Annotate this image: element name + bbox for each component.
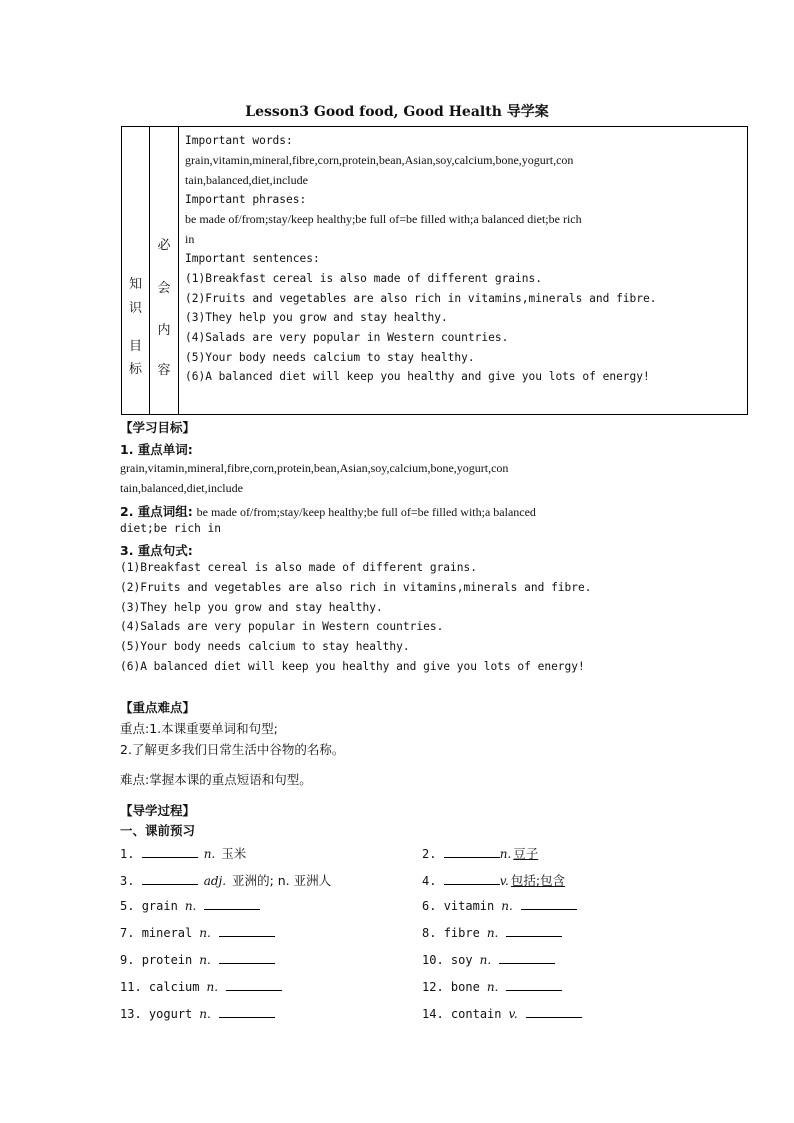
answer-blank[interactable] — [506, 925, 562, 937]
answer-blank[interactable] — [219, 925, 275, 937]
word-meaning: 玉米 — [221, 846, 247, 861]
answer-blank[interactable] — [499, 952, 555, 964]
exercise-number: 13. — [120, 1007, 142, 1021]
part-of-speech: n. — [199, 953, 211, 967]
content-line: (4)Salads are very popular in Western countries. — [185, 331, 509, 344]
content-line: (3)They help you grow and stay healthy. — [185, 311, 448, 324]
page-title: Lesson3 Good food, Good Health 导学案 — [245, 104, 549, 120]
objectives-sentences-label: 3. 重点句式: — [120, 543, 193, 558]
content-line: Important sentences: — [185, 252, 320, 265]
knowledge-goals-label — [122, 127, 150, 414]
exercise-number: 14. — [422, 1007, 444, 1021]
difficulty-line: 难点:掌握本课的重点短语和句型。 — [120, 772, 312, 787]
vocabulary-word: yogurt — [148, 1007, 193, 1021]
exercise-item — [120, 871, 331, 889]
exercise-item — [120, 898, 260, 913]
content-line: (1)Breakfast cereal is also made of different grains. — [185, 272, 542, 285]
word-meaning: 包括;包含 — [510, 873, 566, 888]
content-line: (2)Fruits and vegetables are also rich in vitamins,minerals and fibre. — [185, 292, 657, 305]
exercise-number: 12. — [422, 980, 444, 994]
part-of-speech: n. — [486, 980, 499, 994]
label-char: 容 — [157, 363, 171, 378]
content-line: (6)A balanced diet will keep you healthy and give you lots of energy! — [185, 370, 650, 383]
content-line: Important phrases: — [185, 193, 307, 206]
exercise-item — [422, 844, 538, 862]
answer-blank[interactable] — [506, 979, 562, 991]
exercise-item — [422, 925, 562, 940]
vocabulary-word: contain — [450, 1007, 502, 1021]
content-line: (5)Your body needs calcium to stay healthy. — [185, 351, 475, 364]
part-of-speech: v. — [499, 874, 509, 888]
part-of-speech: adj. — [203, 874, 227, 888]
objectives-words-line: tain,balanced,diet,include — [120, 481, 243, 495]
vocabulary-word: grain — [141, 899, 178, 913]
label-char: 识 — [128, 301, 142, 316]
answer-blank[interactable] — [526, 1006, 582, 1018]
content-line: be made of/from;stay/keep healthy;be full of=be filled with;a balanced diet;be rich — [185, 212, 582, 226]
label-char: 标 — [128, 362, 142, 377]
vocabulary-word: bone — [450, 980, 480, 994]
part-of-speech: n. — [199, 926, 211, 940]
label-char: 目 — [128, 339, 142, 354]
process-heading: 【导学过程】 — [120, 803, 196, 818]
vocabulary-word: soy — [450, 953, 473, 967]
exercise-item — [120, 925, 275, 940]
content-line: in — [185, 232, 195, 246]
key-points-line: 重点:1.本课重要单词和句型; — [120, 721, 278, 736]
label-char: 知 — [128, 277, 142, 292]
answer-blank[interactable] — [204, 898, 260, 910]
answer-blank[interactable] — [444, 873, 500, 885]
exercise-item — [422, 871, 565, 889]
exercise-item — [422, 952, 555, 967]
vocabulary-word: mineral — [141, 926, 193, 940]
exercise-item — [120, 844, 246, 862]
exercise-number: 4. — [422, 874, 437, 888]
content-line: Important words: — [185, 134, 293, 147]
part-of-speech: v. — [508, 1007, 518, 1021]
vocabulary-word: calcium — [148, 980, 200, 994]
content-line: tain,balanced,diet,include — [185, 173, 308, 187]
part-of-speech: n. — [206, 980, 219, 994]
key-points-line: 2.了解更多我们日常生活中谷物的名称。 — [120, 742, 345, 757]
objectives-sentence: (4)Salads are very popular in Western countries. — [120, 620, 444, 633]
label-char: 会 — [157, 281, 171, 296]
part-of-speech: n. — [486, 926, 499, 940]
answer-blank[interactable] — [226, 979, 282, 991]
content-line: grain,vitamin,mineral,fibre,corn,protein,bean,Asian,soy,calcium,bone,yogurt,con — [185, 153, 574, 167]
exercise-item — [422, 979, 562, 994]
answer-blank[interactable] — [219, 952, 275, 964]
objectives-phrases-line: be made of/from;stay/keep healthy;be full of=be filled with;a balanced — [196, 505, 536, 519]
answer-blank[interactable] — [142, 846, 198, 858]
vocabulary-word: protein — [141, 953, 193, 967]
answer-blank[interactable] — [521, 898, 577, 910]
exercise-number: 6. — [422, 899, 437, 913]
exercise-number: 1. — [120, 847, 135, 861]
exercise-item — [120, 1006, 275, 1021]
must-know-label — [150, 127, 179, 414]
objectives-sentence: (5)Your body needs calcium to stay healthy. — [120, 640, 410, 653]
part-of-speech: n. — [184, 899, 197, 913]
exercise-item — [120, 979, 282, 994]
part-of-speech: n. — [203, 847, 216, 861]
answer-blank[interactable] — [444, 846, 500, 858]
key-points-heading: 【重点难点】 — [120, 700, 196, 715]
exercise-number: 11. — [120, 980, 142, 994]
part-of-speech: n. — [479, 953, 492, 967]
exercise-number: 3. — [120, 874, 135, 888]
exercise-number: 9. — [120, 953, 135, 967]
objectives-sentence: (3)They help you grow and stay healthy. — [120, 601, 383, 614]
exercise-item — [422, 1006, 582, 1021]
answer-blank[interactable] — [219, 1006, 275, 1018]
word-meaning: 亚洲的; n. 亚洲人 — [232, 873, 332, 888]
part-of-speech: n. — [199, 1007, 211, 1021]
exercise-number: 2. — [422, 847, 437, 861]
vocabulary-word: vitamin — [443, 899, 495, 913]
objectives-heading: 【学习目标】 — [120, 420, 196, 435]
preview-subheading: 一、课前预习 — [120, 823, 196, 838]
label-char: 内 — [157, 323, 171, 338]
word-meaning: 豆子 — [513, 846, 539, 861]
objectives-sentence: (2)Fruits and vegetables are also rich in vitamins,minerals and fibre. — [120, 581, 592, 594]
exercise-number: 8. — [422, 926, 437, 940]
objectives-phrases-line: diet;be rich in — [120, 522, 222, 535]
label-char: 必 — [157, 238, 171, 253]
objectives-words-label: 1. 重点单词: — [120, 442, 193, 457]
objectives-sentence: (6)A balanced diet will keep you healthy and give you lots of energy! — [120, 660, 585, 673]
part-of-speech: n. — [499, 847, 512, 861]
exercise-number: 5. — [120, 899, 135, 913]
objectives-sentence: (1)Breakfast cereal is also made of different grains. — [120, 561, 477, 574]
knowledge-goals-table — [121, 126, 748, 415]
exercise-number: 7. — [120, 926, 135, 940]
objectives-phrases-label: 2. 重点词组: — [120, 504, 193, 519]
objectives-words-line: grain,vitamin,mineral,fibre,corn,protein,bean,Asian,soy,calcium,bone,yogurt,con — [120, 461, 509, 475]
answer-blank[interactable] — [142, 873, 198, 885]
exercise-item — [120, 952, 275, 967]
objectives-phrases — [120, 502, 536, 520]
part-of-speech: n. — [501, 899, 513, 913]
vocabulary-word: fibre — [443, 926, 480, 940]
exercise-number: 10. — [422, 953, 444, 967]
exercise-item — [422, 898, 577, 913]
